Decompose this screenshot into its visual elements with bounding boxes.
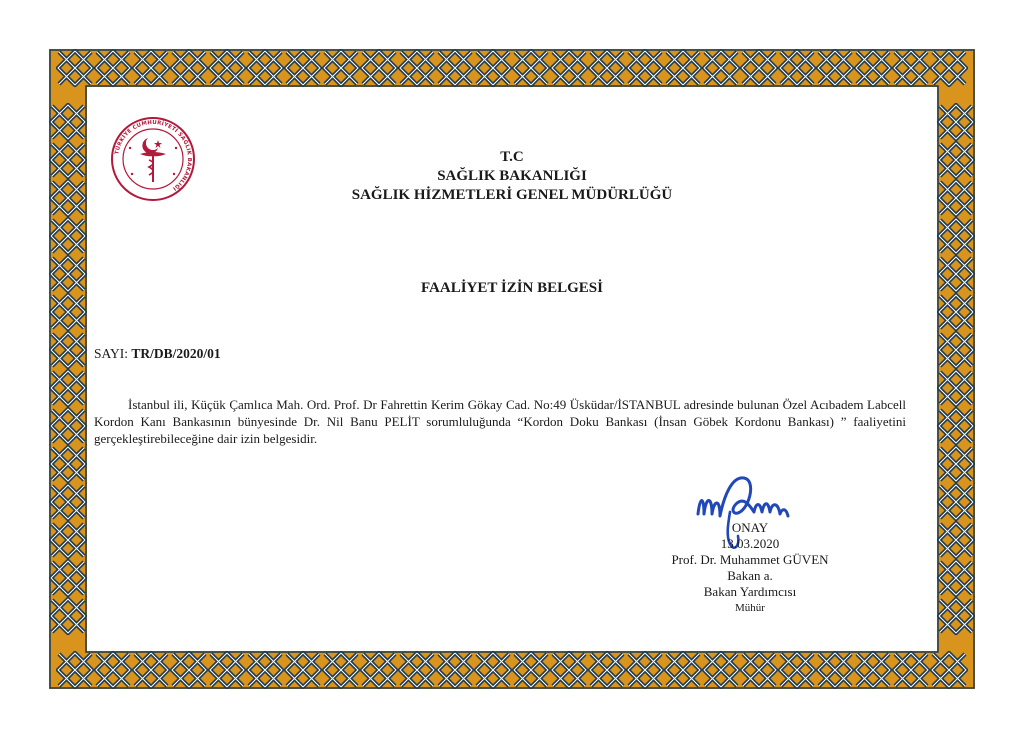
header-ministry: SAĞLIK BAKANLIĞI: [437, 168, 587, 184]
seal-text: TÜRKİYE CUMHURİYETİ SAĞLIK BAKANLIĞI: [114, 119, 193, 192]
stamp-label: Mühür: [735, 602, 765, 614]
signatory-role-2: Bakan Yardımcısı: [703, 584, 797, 599]
signatory-name: Prof. Dr. Muhammet GÜVEN: [671, 552, 829, 567]
reference-label: SAYI:: [94, 346, 132, 361]
header-tc: T.C: [500, 149, 524, 165]
approval-label: ONAY: [731, 520, 769, 535]
reference-value: TR/DB/2020/01: [131, 346, 221, 361]
approval-date: 13.03.2020: [720, 536, 780, 551]
reference-number: [94, 346, 221, 362]
approval-block: [640, 520, 860, 616]
signatory-role-1: Bakan a.: [727, 568, 773, 583]
header-directorate: SAĞLIK HİZMETLERİ GENEL MÜDÜRLÜĞÜ: [351, 187, 673, 203]
document-header: [0, 148, 1024, 205]
document-title: FAALİYET İZİN BELGESİ: [420, 280, 603, 296]
permit-text: İstanbul ili, Küçük Çamlıca Mah. Ord. Prof. Dr Fahrettin Kerim Gökay Cad. No:49 Üsküdar/İSTANBUL adresinde bulunan Özel Acıbadem Labcell Kordon Kanı Bankasının bünyesinde Dr. Nil Banu PELİT sorumluluğunda “Kordon Doku Bankası (İnsan Göbek Kordonu Bankası) ” faaliyetini gerçekleştirebileceğine dair izin belgesidir.: [94, 397, 906, 446]
